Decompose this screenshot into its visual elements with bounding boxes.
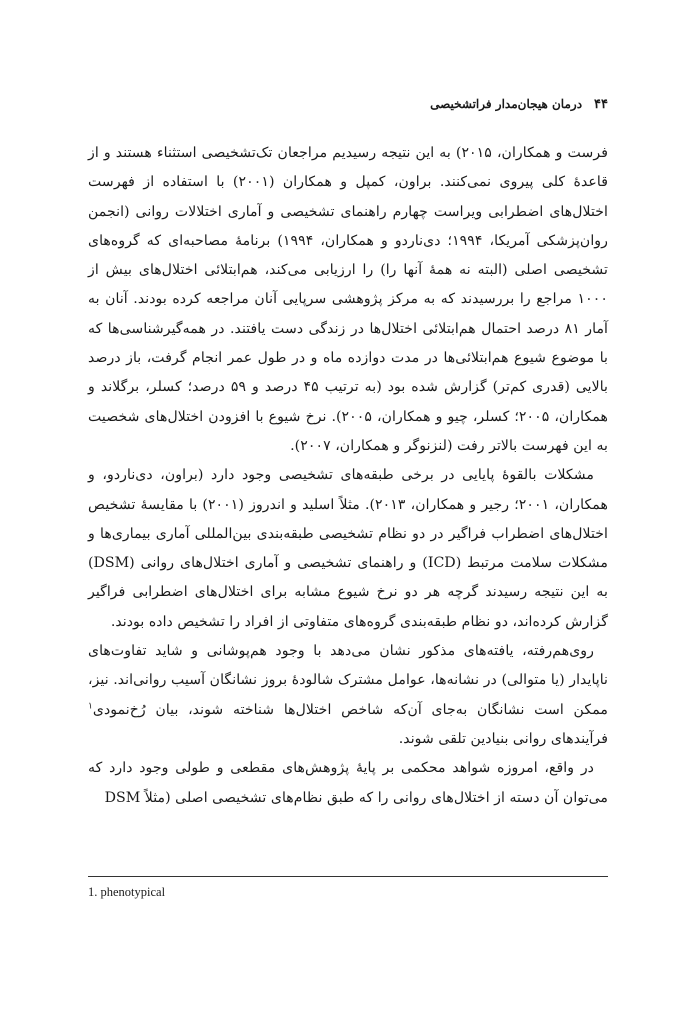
paragraph-1: فرست و همکاران، ۲۰۱۵) به این نتیجه رسیدیم مراجعان تک‌تشخیصی استثناء هستند و از قاعدهٔ کلی پیروی نمی‌کنند. براون، کمپل و همکاران (۲۰۰۱) با استفاده از فهرست اختلال‌های اضطرابی ویراست چهارم راهنمای تشخیصی و آماری اختلالات روانی (انجمن روان‌پزشکی آمریکا، ۱۹۹۴؛ دی‌ناردو و همکاران، ۱۹۹۴) برنامهٔ مصاحبه‌ای که گروه‌های تشخیصی اصلی (البته نه همهٔ آنها را) را ارزیابی می‌کند، هم‌ابتلائی اختلال‌های بیش از ۱۰۰۰ مراجع را بررسیدند که به مرکز پژوهشی سرپایی آنان مراجعه کرده بودند. آنان به آمار ۸۱ درصد احتمال هم‌ابتلائی اختلال‌ها در زندگی دست یافتند. در همه‌گیرشناسی‌ها که با موضوع شیوع هم‌ابتلائی‌ها در مدت دوازده ماه و در طول عمر انجام گرفت، باز درصد بالایی (قدری کم‌تر) گزارش شده بود (به ترتیب ۴۵ درصد و ۵۹ درصد؛ کسلر، برگلاند و همکاران، ۲۰۰۵؛ کسلر، چیو و همکاران، ۲۰۰۵). نرخ شیوع با افزودن اختلال‌های شخصیت به این فهرست بالاتر رفت (لنزنوگر و همکاران، ۲۰۰۷). xyxy=(88,145,609,454)
footnote-marker: ۱ xyxy=(88,700,93,711)
paragraph-3-tail: فرآیندهای روانی بنیادین تلقی شوند. xyxy=(398,730,608,747)
paragraph-3-text: روی‌هم‌رفته، یافته‌های مذکور نشان می‌دهد با وجود هم‌پوشانی و شاید تفاوت‌های ناپایدار (یا متوالی) در نشانه‌ها، عوامل مشترک شالودهٔ بروز نشانگان آسیب روانی‌اند. نیز، ممکن است نشانگان به‌جای آن‌که شاخص اختلال‌ها شناخته شوند، بیان رُخ‌نمودی xyxy=(88,643,608,718)
paragraph-2: مشکلات بالقوهٔ پایایی در برخی طبقه‌های تشخیصی وجود دارد (براون، دی‌ناردو، و همکاران، ۲۰۰۱؛ رجیر و همکاران، ۲۰۱۳). مثلاً اسلید و اندروز (۲۰۰۱) با مقایسهٔ تشخیص اختلال‌های اضطراب فراگیر در دو نظام تشخیصی طبقه‌بندی بین‌المللی آماری بیماری‌ها و مشکلات سلامت مرتبط (ICD) و راهنمای تشخیصی و آماری اختلال‌های روانی (DSM) به این نتیجه رسیدند گرچه هر دو نرخ شیوع مشابه برای اختلال‌های اضطرابی فراگیر گزارش کرده‌اند، دو نظام طبقه‌بندی گروه‌های متفاوتی از افراد را تشخیص داده بودند. xyxy=(88,467,608,630)
body-text xyxy=(88,139,608,813)
paragraph-4: در واقع، امروزه شواهد محکمی بر پایهٔ پژوهش‌های مقطعی و طولی وجود دارد که می‌توان آن دسته از اختلال‌های روانی را که طبق نظام‌های تشخیصی اصلی (مثلاً DSM xyxy=(88,760,608,806)
running-header xyxy=(88,94,608,114)
footnote: 1. phenotypical xyxy=(88,885,166,899)
footnote-divider xyxy=(88,876,608,877)
paragraph-3 xyxy=(88,637,608,754)
running-title: درمان هیجان‌مدار فراتشخیصی xyxy=(430,97,583,111)
page-number: ۴۴ xyxy=(594,96,608,112)
